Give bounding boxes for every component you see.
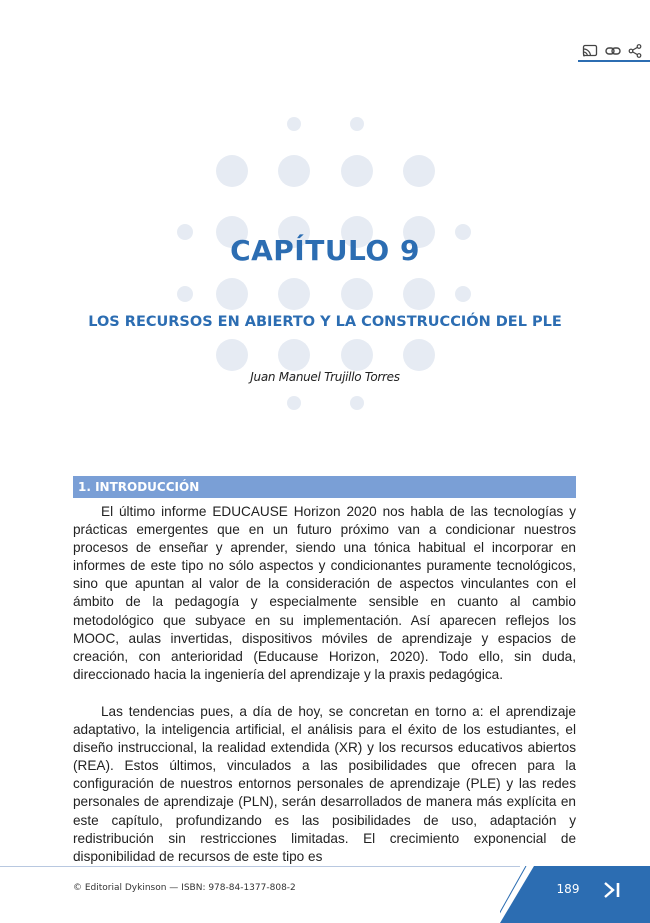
last-page-icon[interactable] bbox=[601, 880, 623, 900]
footer-divider bbox=[0, 866, 520, 867]
paragraph-text: Las tendencias pues, a día de hoy, se concretan en torno a: el aprendizaje adaptativo, la inteligencia artificial, el análisis para el éxito de los estudiantes, el diseño instruccional, la realidad extendida (XR) y los recursos educativos abiertos (REA). Estos últimos, vinculados a las posibilidades que ofrecen para la configuración de nuestros entornos personales de aprendizaje (PLE) y las redes personales de aprendizaje (PLN), serán desarrollados de manera más explícita en este capítulo, profundizando es las posibilidades de uso, adaptación y redistribución sin restricciones limitadas. El crecimiento exponencial de disponibilidad de recursos de este tipo es bbox=[73, 704, 576, 864]
body-paragraph-1 bbox=[73, 503, 576, 684]
section-heading: 1. INTRODUCCIÓN bbox=[73, 476, 576, 498]
dot-pattern-decoration bbox=[0, 0, 650, 430]
chapter-title: CAPÍTULO 9 bbox=[230, 234, 420, 267]
footer-copyright: © Editorial Dykinson — ISBN: 978-84-1377-808-2 bbox=[73, 883, 296, 893]
chapter-author: Juan Manuel Trujillo Torres bbox=[250, 370, 400, 384]
paragraph-text: El último informe EDUCAUSE Horizon 2020 nos habla de las tecnologías y prácticas emergentes que en un futuro próximo van a condicionar nuestros procesos de enseñar y aprender, siendo una tónica habitual el incorporar en informes de este tipo no sólo aspectos y condicionantes puramente tecnológicos, sino que apuntan al valor de la consideración de aspectos vinculantes con el ámbito de la pedagogía y especialmente sensible en cuanto al cambio metodológico que subyace en su implementación. Así aparecen reflejos los MOOC, aulas invertidas, dispositivos móviles de aprendizaje y espacios de creación, con anterioridad (Educause Horizon, 2020). Todo ello, sin duda, direccionado hacia la ingeniería del aprendizaje y la praxis pedagógica. bbox=[73, 504, 576, 682]
chapter-subtitle: LOS RECURSOS EN ABIERTO Y LA CONSTRUCCIÓN DEL PLE bbox=[88, 314, 562, 330]
page-number: 189 bbox=[556, 882, 580, 896]
body-paragraph-2 bbox=[73, 703, 576, 866]
